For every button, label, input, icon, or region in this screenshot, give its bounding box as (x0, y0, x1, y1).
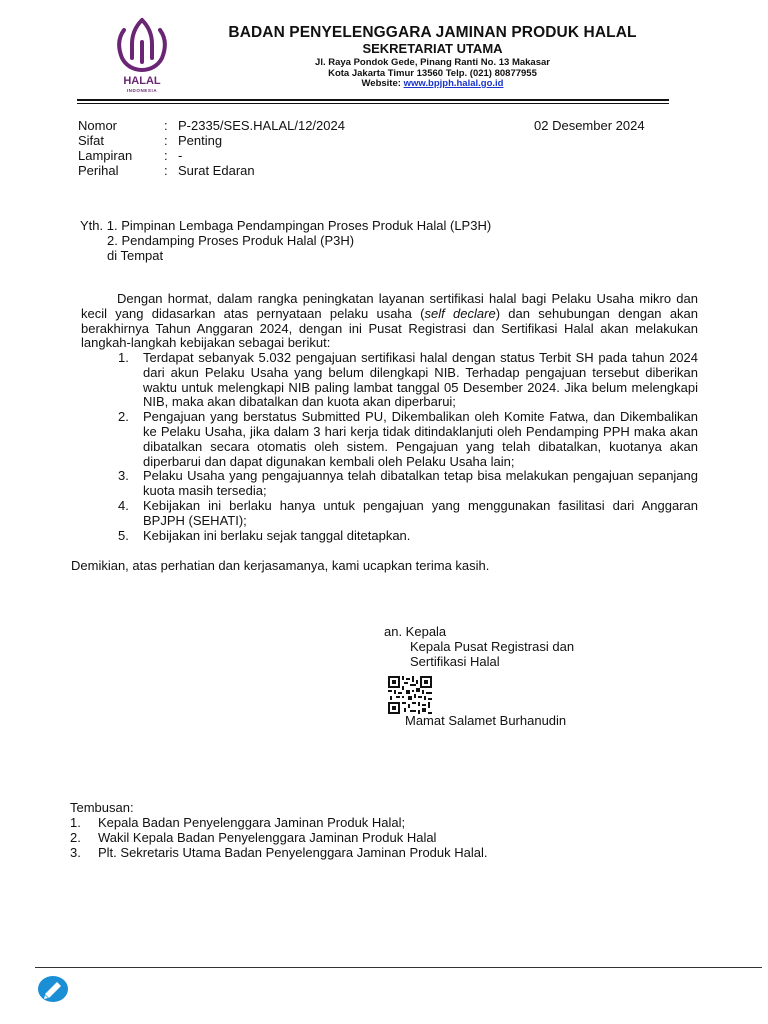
agency-website (190, 78, 675, 89)
lampiran-colon: : (164, 148, 168, 163)
policy-item-text: Terdapat sebanyak 5.032 pengajuan sertifikasi halal dengan status Terbit SH pada tahun 2024 dari akun Pelaku Usaha yang belum dilengkapi NIB. Terhadap pengajuan tersebut diberikan waktu untuk melengkapi NIB paling lambat tanggal 05 Desember 2024. Jika belum melengkapi NIB, maka akan dibatalkan dan kuota akan diperbarui; (143, 350, 698, 410)
cc-item (70, 830, 436, 845)
policy-item (118, 529, 698, 544)
policy-item-number: 4. (118, 497, 129, 513)
footer-badge (36, 974, 70, 1004)
recipient-line-1: Yth. 1. Pimpinan Lembaga Pendampingan Proses Produk Halal (LP3H) (80, 218, 492, 233)
agency-city-phone: Kota Jakarta Timur 13560 Telp. (021) 80877955 (328, 68, 537, 79)
logo-text: HALAL (123, 75, 161, 87)
perihal-label: Perihal (78, 163, 119, 178)
policy-item-text: Pengajuan yang berstatus Submitted PU, Dikembalikan oleh Komite Fatwa, dan Dikembalikan ke Pelaku Usaha, jika dalam 3 hari kerja tidak ditindaklanjuti oleh Pendamping PPH maka akan dibatalkan secara otomatis oleh sistem. Pengajuan yang telah dibatalkan, kuotanya akan diperbarui dan dapat digunakan kembali oleh Pelaku Usaha lain; (143, 409, 698, 469)
cc-item-text: Kepala Badan Penyelenggara Jaminan Produk Halal; (98, 815, 406, 830)
agency-address: Jl. Raya Pondok Gede, Pinang Ranti No. 13 Makasar (315, 57, 550, 68)
halal-indonesia-logo (110, 14, 174, 94)
intro-paragraph (81, 292, 698, 351)
nomor-label: Nomor (78, 118, 118, 133)
qr-code-pattern (388, 676, 432, 714)
cc-item-number: 3. (70, 845, 81, 860)
letter-date: 02 Desember 2024 (534, 118, 645, 133)
perihal-colon: : (164, 163, 168, 178)
logo-subtext: INDONESIA (126, 88, 158, 93)
cc-item-text: Plt. Sekretaris Utama Badan Penyelenggara Jaminan Produk Halal. (98, 845, 488, 860)
sifat-label: Sifat (78, 133, 105, 148)
policy-item-text: Kebijakan ini berlaku sejak tanggal ditetapkan. (143, 527, 411, 543)
signature-position-1: Kepala Pusat Registrasi dan (410, 639, 575, 654)
cc-item-number: 1. (70, 815, 81, 830)
halal-logo-mark (110, 14, 174, 94)
policy-item-number: 2. (118, 409, 129, 425)
recipient-line-2: 2. Pendamping Proses Produk Halal (P3H) (107, 233, 355, 248)
agency-title: BADAN PENYELENGGARA JAMINAN PRODUK HALAL (228, 24, 637, 41)
cc-title: Tembusan: (70, 800, 134, 815)
policy-item (118, 410, 698, 469)
header-rule-thin (77, 103, 669, 104)
intro-text-b: ) dan sehubungan dengan akan berakhirnya Tahun Anggaran 2024, dengan ini Pusat Registrasi dan Sertifikasi Halal akan melakukan langkah-langkah kebijakan sebagai berikut: (81, 305, 699, 351)
policy-item (118, 499, 698, 529)
signature-an: an. Kepala (384, 624, 447, 639)
website-label: Website: (361, 78, 404, 89)
policy-item-text: Pelaku Usaha yang pengajuannya telah dibatalkan tetap bisa melakukan pengajuan sepanjang kuota masih tersedia; (143, 468, 698, 499)
closing-sentence: Demikian, atas perhatian dan kerjasamanya, kami ucapkan terima kasih. (71, 558, 490, 573)
recipient-line-3: di Tempat (107, 248, 164, 263)
footer-rule (35, 967, 762, 968)
perihal-value: Surat Edaran (178, 163, 255, 178)
cc-item (70, 845, 488, 860)
cc-item-number: 2. (70, 830, 81, 845)
sifat-value: Penting (178, 133, 223, 148)
website-link[interactable]: www.bpjph.halal.go.id (403, 78, 504, 89)
policy-item-number: 5. (118, 527, 129, 543)
sifat-colon: : (164, 133, 168, 148)
nomor-colon: : (164, 118, 168, 133)
lampiran-label: Lampiran (78, 148, 133, 163)
policy-item (118, 351, 698, 410)
intro-text-a: Dengan hormat, dalam rangka peningkatan layanan sertifikasi halal bagi Pelaku Usaha mikro dan kecil yang didasarkan atas pernyataan pelaku usaha ( (81, 291, 698, 321)
electronic-signature-icon (36, 974, 70, 1004)
policy-item-number: 3. (118, 468, 129, 484)
nomor-value: P-2335/SES.HALAL/12/2024 (178, 118, 345, 133)
policy-item (118, 469, 698, 499)
qr-code-icon (388, 676, 432, 714)
signatory-name: Mamat Salamet Burhanudin (405, 713, 567, 728)
policy-item-text: Kebijakan ini berlaku hanya untuk pengajuan yang menggunakan fasilitasi dari Anggaran BPJPH (SEHATI); (143, 497, 698, 528)
cc-item-text: Wakil Kepala Badan Penyelenggara Jaminan Produk Halal (98, 830, 437, 845)
cc-item (70, 815, 405, 830)
policy-list (118, 351, 698, 543)
lampiran-value: - (178, 148, 183, 163)
agency-subtitle: SEKRETARIAT UTAMA (362, 41, 503, 56)
signature-position-2: Sertifikasi Halal (410, 654, 500, 669)
header-rule-thick (77, 99, 669, 101)
intro-emphasis: self declare (424, 305, 496, 321)
policy-item-number: 1. (118, 350, 129, 365)
